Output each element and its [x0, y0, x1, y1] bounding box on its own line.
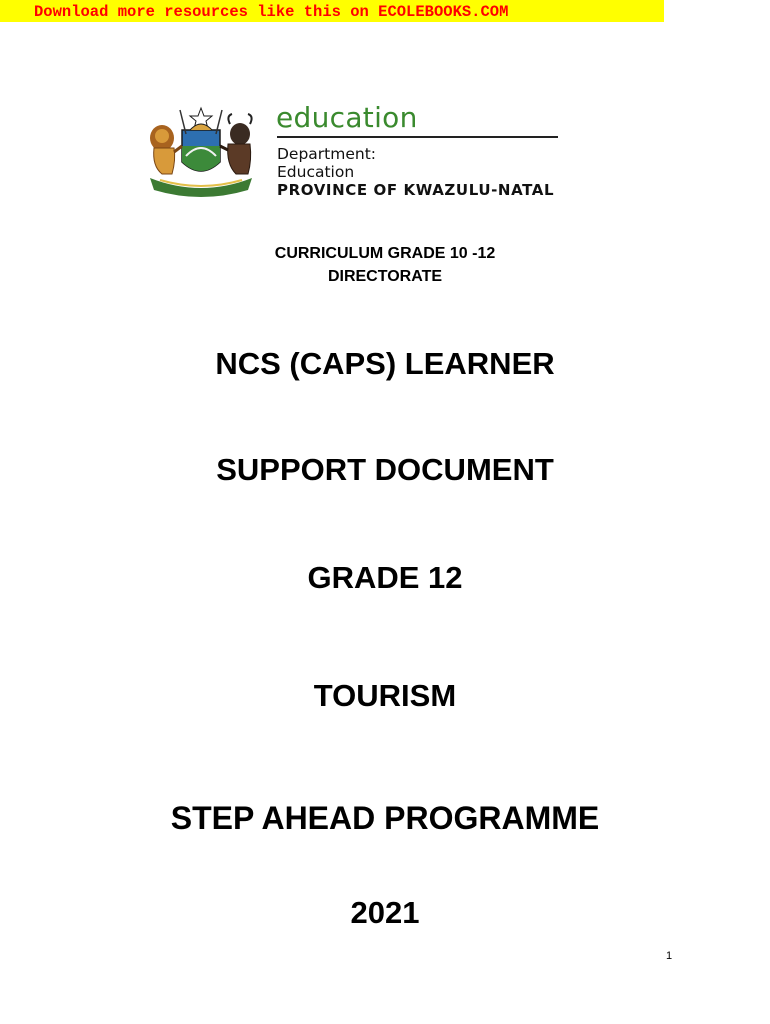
logo-department-label: Department:: [277, 145, 377, 163]
department-logo: [140, 100, 600, 210]
title-programme: STEP AHEAD PROGRAMME: [170, 800, 600, 836]
download-banner-link[interactable]: Download more resources like this on ECOLEBOOKS.COM: [0, 0, 664, 22]
directorate-line-1: CURRICULUM GRADE 10 -12: [274, 245, 496, 262]
title-learner: NCS (CAPS) LEARNER: [215, 346, 555, 381]
logo-province-label: PROVINCE OF KWAZULU-NATAL: [277, 181, 555, 199]
logo-education-label: Education: [277, 163, 355, 181]
wordmark-divider: [277, 136, 558, 138]
title-subject: TOURISM: [313, 678, 457, 713]
education-wordmark: education: [276, 101, 418, 134]
title-year: 2021: [350, 895, 420, 930]
directorate-line-2: DIRECTORATE: [327, 268, 443, 285]
page-number: 1: [666, 950, 673, 962]
kwazulu-natal-coat-of-arms-icon: [140, 100, 262, 200]
title-grade: GRADE 12: [307, 560, 463, 595]
title-support-document: SUPPORT DOCUMENT: [216, 452, 554, 487]
